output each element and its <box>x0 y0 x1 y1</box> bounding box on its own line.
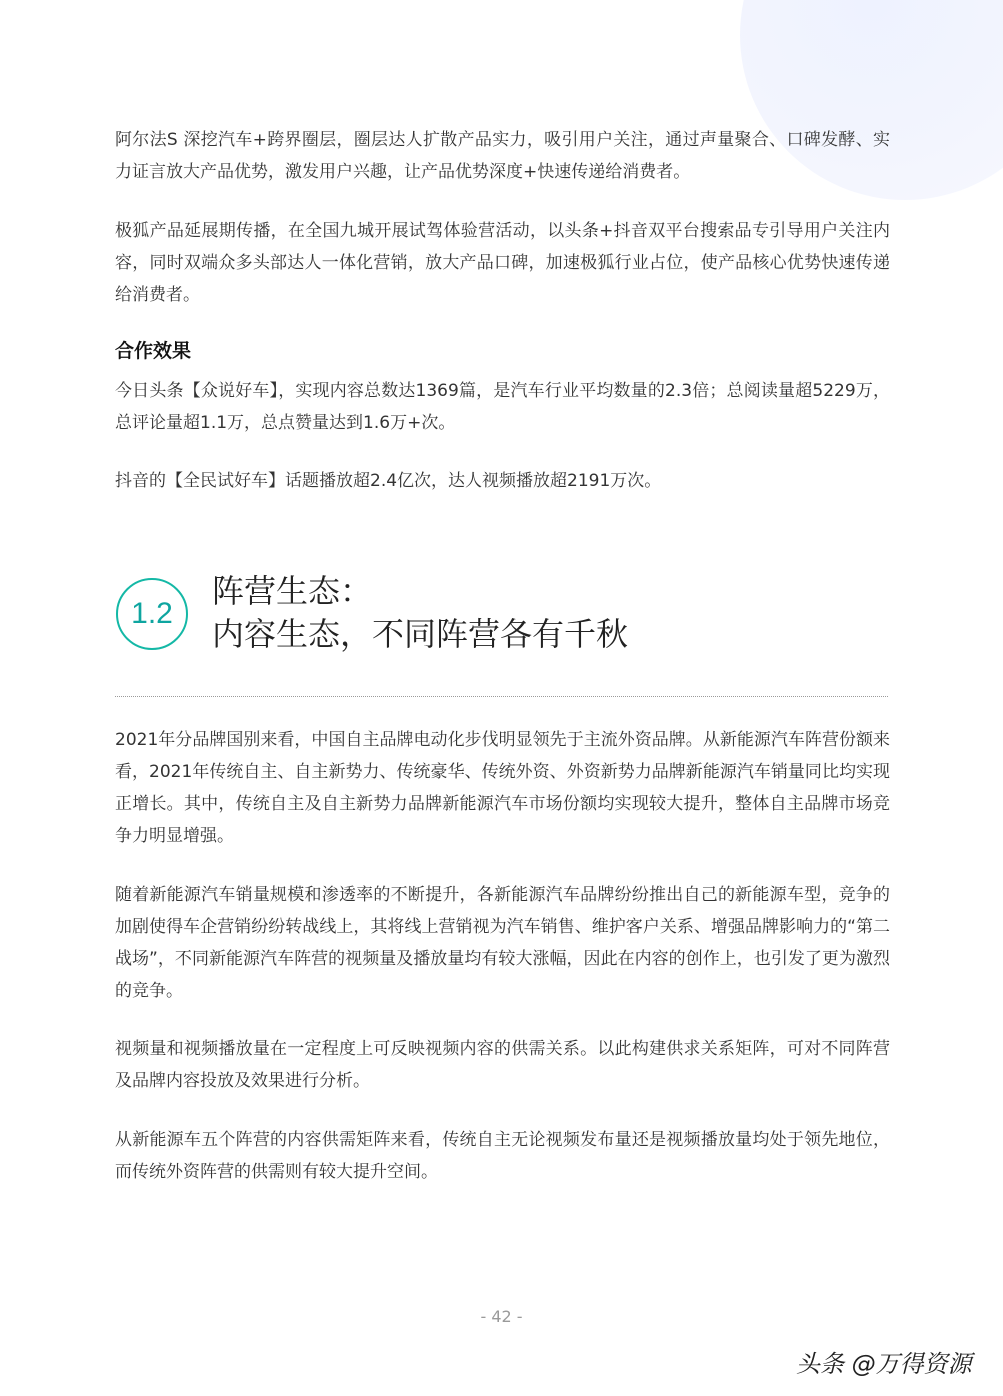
paragraph-arcfox: 极狐产品延展期传播，在全国九城开展试驾体验营活动，以头条+抖音双平台搜索品专引导用户关注内容，同时双端众多头部达人一体化营销，放大产品口碑，加速极狐行业占位，使产品核心优势快速传递给消费者。 <box>115 221 890 305</box>
paragraph-alpha-s: 阿尔法S 深挖汽车+跨界圈层，圈层达人扩散产品实力，吸引用户关注，通过声量聚合、口碑发酵、实力证言放大产品优势，激发用户兴趣，让产品优势深度+快速传递给消费者。 <box>115 130 890 182</box>
paragraph-matrix-conclusion: 从新能源车五个阵营的内容供需矩阵来看，传统自主无论视频发布量还是视频播放量均处于领先地位，而传统外资阵营的供需则有较大提升空间。 <box>115 1130 890 1182</box>
paragraph-supply-demand: 视频量和视频播放量在一定程度上可反映视频内容的供需关系。以此构建供求关系矩阵，可对不同阵营及品牌内容投放及效果进行分析。 <box>115 1039 890 1091</box>
page-number: - 42 - <box>480 1307 523 1326</box>
section-title-line1: 阵营生态： <box>212 572 373 610</box>
section-title <box>212 570 628 656</box>
cooperation-heading: 合作效果 <box>115 340 192 362</box>
paragraph-toutiao-results: 今日头条【众说好车】，实现内容总数达1369篇，是汽车行业平均数量的2.3倍；总阅读量超5229万，总评论量超1.1万，总点赞量达到1.6万+次。 <box>115 381 890 433</box>
section-number-badge: 1.2 <box>116 578 188 650</box>
paragraph-competition: 随着新能源汽车销量规模和渗透率的不断提升，各新能源汽车品牌纷纷推出自己的新能源车型，竞争的加剧使得车企营销纷纷转战线上，其将线上营销视为汽车销售、维护客户关系、增强品牌影响力的“第二战场”，不同新能源汽车阵营的视频量及播放量均有较大涨幅，因此在内容的创作上，也引发了更为激烈的竞争。 <box>115 885 890 1001</box>
paragraph-douyin-results: 抖音的【全民试好车】话题播放超2.4亿次，达人视频播放超2191万次。 <box>115 471 662 491</box>
paragraph-2021-brands: 2021年分品牌国别来看，中国自主品牌电动化步伐明显领先于主流外资品牌。从新能源汽车阵营份额来看，2021年传统自主、自主新势力、传统豪华、传统外资、外资新势力品牌新能源汽车销量同比均实现正增长。其中，传统自主及自主新势力品牌新能源汽车市场份额均实现较大提升，整体自主品牌市场竞争力明显增强。 <box>115 730 890 846</box>
source-watermark: 头条 @万得资源 <box>796 1350 972 1378</box>
section-divider <box>115 696 888 697</box>
section-title-line2: 内容生态，不同阵营各有千秋 <box>212 615 629 653</box>
